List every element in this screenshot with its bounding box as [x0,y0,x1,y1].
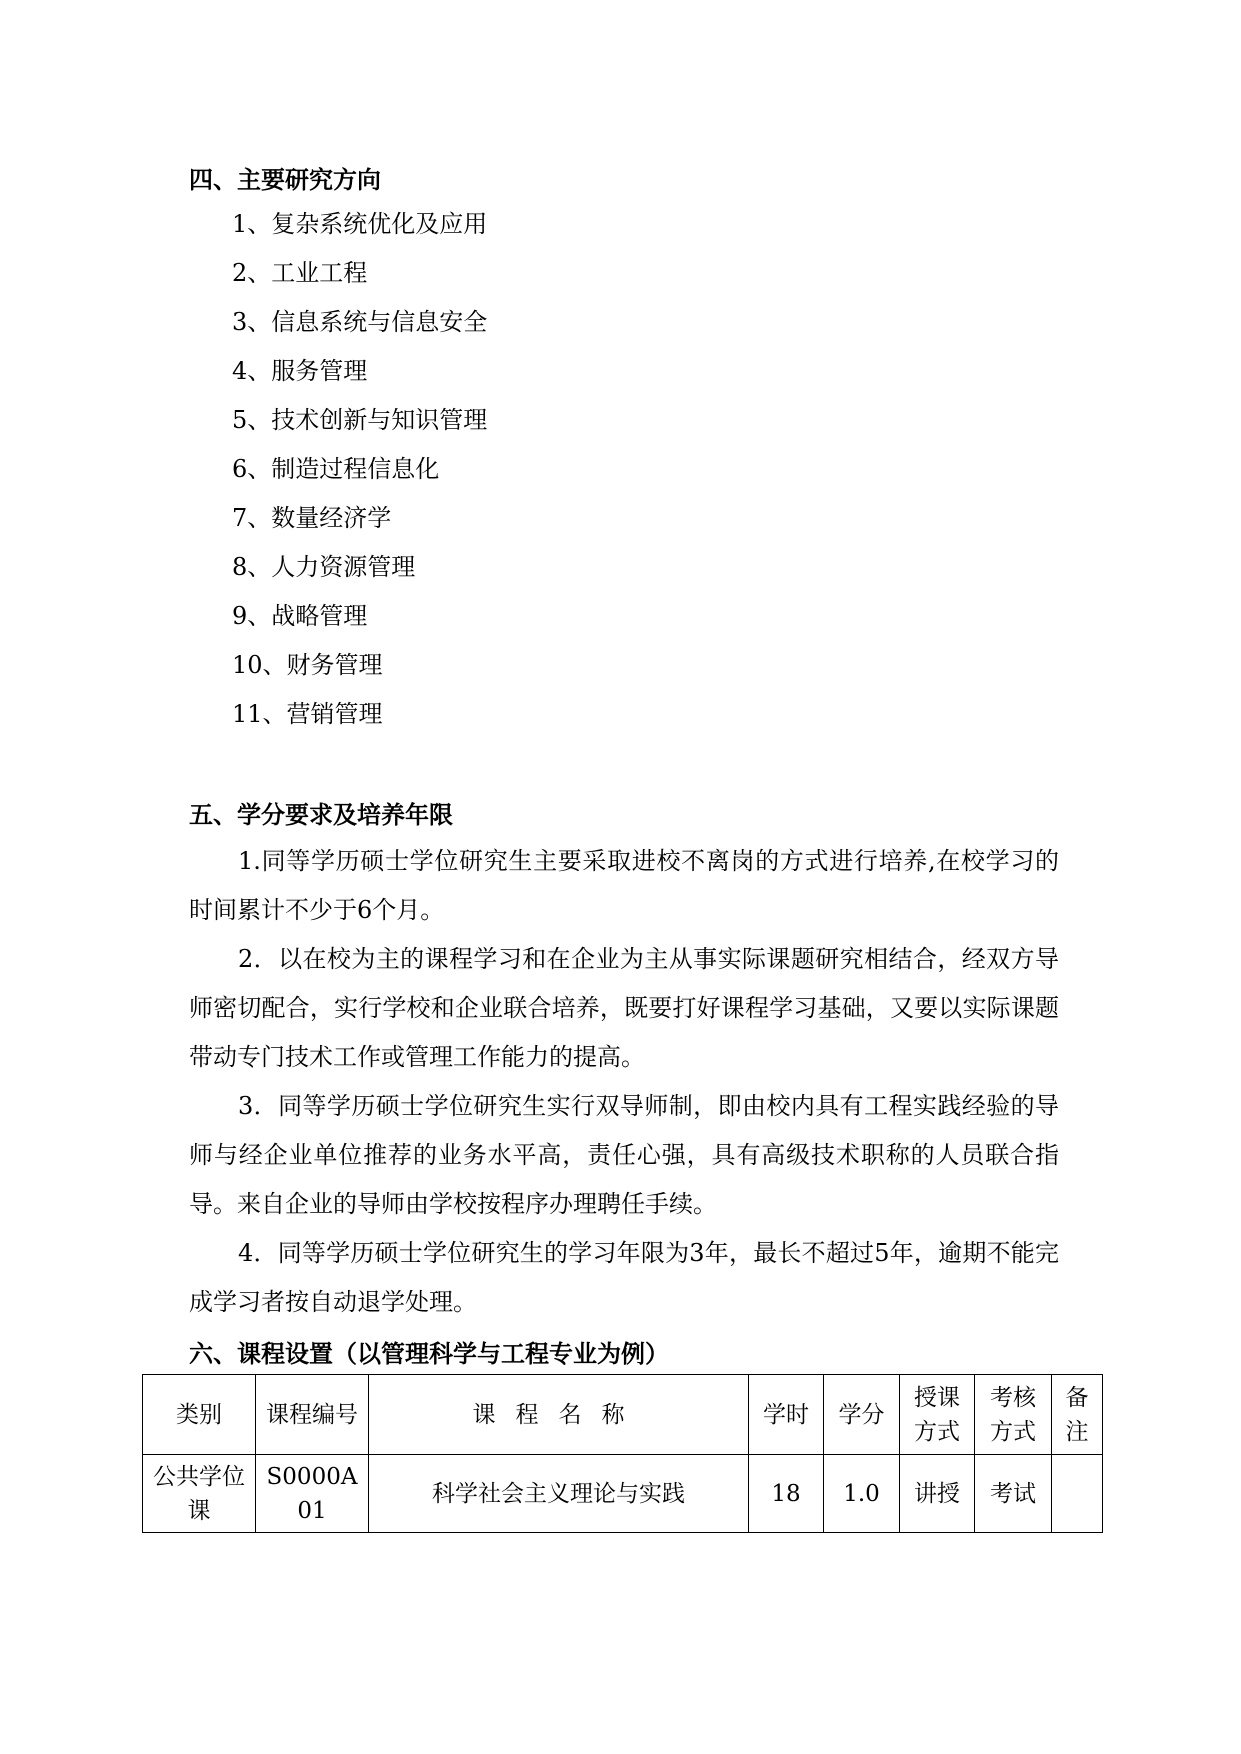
research-item: 8、人力资源管理 [232,553,416,581]
research-direction-list [232,207,487,746]
header-teaching-method: 授课方式 [900,1375,975,1455]
research-item: 4、服务管理 [232,357,368,385]
header-hours: 学时 [749,1375,824,1455]
research-item: 9、战略管理 [232,602,368,630]
table-header-row [143,1375,1103,1455]
header-course-name: 课程名称 [369,1375,749,1455]
research-item: 3、信息系统与信息安全 [232,308,488,336]
cell-teaching-method: 讲授 [900,1455,975,1533]
paragraph-2: 2．以在校为主的课程学习和在企业为主从事实际课题研究相结合，经双方导师密切配合，实行学校和企业联合培养，既要打好课程学习基础，又要以实际课题带动专门技术工作或管理工作能力的提高。 [189,945,1059,1071]
cell-course-code: S0000A01 [256,1455,369,1533]
cell-course-name: 科学社会主义理论与实践 [369,1455,749,1533]
header-category: 类别 [143,1375,256,1455]
header-course-code: 课程编号 [256,1375,369,1455]
research-item: 11、营销管理 [232,700,383,728]
research-item: 6、制造过程信息化 [232,455,440,483]
paragraph-3: 3．同等学历硕士学位研究生实行双导师制，即由校内具有工程实践经验的导师与经企业单位推荐的业务水平高，责任心强，具有高级技术职称的人员联合指导。来自企业的导师由学校按程序办理聘任手续。 [189,1092,1059,1218]
section-5-heading: 五、学分要求及培养年限 [189,801,453,829]
cell-credits: 1.0 [824,1455,900,1533]
table-row [143,1455,1103,1533]
cell-assessment-method: 考试 [975,1455,1052,1533]
research-item: 2、工业工程 [232,259,368,287]
research-item: 5、技术创新与知识管理 [232,406,488,434]
header-assessment-method: 考核方式 [975,1375,1052,1455]
header-credits: 学分 [824,1375,900,1455]
cell-remarks [1052,1455,1103,1533]
research-item: 1、复杂系统优化及应用 [232,210,488,238]
research-item: 10、财务管理 [232,651,383,679]
paragraph-4: 4．同等学历硕士学位研究生的学习年限为3年，最长不超过5年，逾期不能完成学习者按自动退学处理。 [189,1239,1059,1316]
section-4-heading: 四、主要研究方向 [189,166,381,194]
paragraph-1: 1.同等学历硕士学位研究生主要采取进校不离岗的方式进行培养,在校学习的时间累计不少于6个月。 [189,847,1059,924]
header-remarks: 备注 [1052,1375,1103,1455]
cell-category: 公共学位课 [143,1455,256,1533]
course-table [142,1374,1103,1533]
research-item: 7、数量经济学 [232,504,392,532]
cell-hours: 18 [749,1455,824,1533]
section-6-heading: 六、课程设置（以管理科学与工程专业为例） [189,1340,669,1368]
